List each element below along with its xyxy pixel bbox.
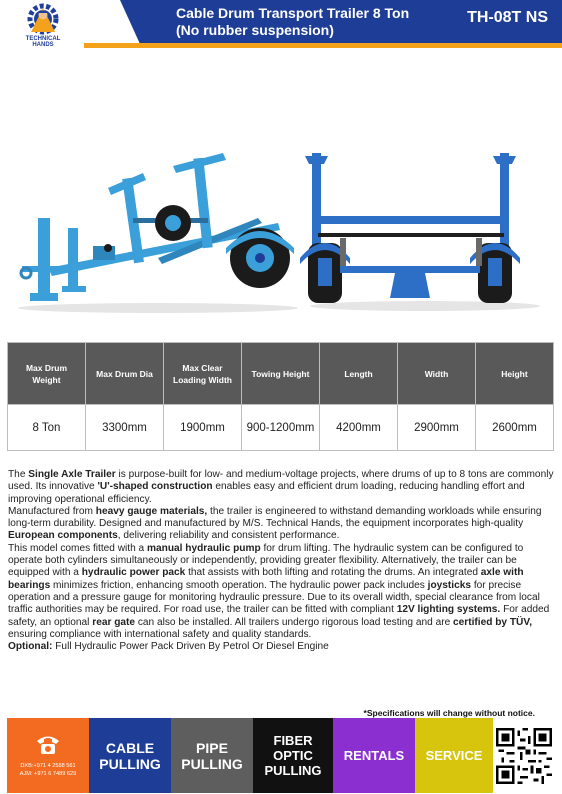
- spec-value: 4200mm: [320, 405, 398, 451]
- contact-dubai: DXB:+971 4 2588 561: [20, 762, 76, 769]
- gear-logo-icon: [23, 2, 63, 36]
- optional-text: Full Hydraulic Power Pack Driven By Petrol Or Diesel Engine: [52, 641, 329, 653]
- cable-pulling-tile: CABLE PULLING: [89, 718, 171, 793]
- product-description: [8, 469, 556, 653]
- service-tile: SERVICE: [415, 718, 493, 793]
- optional-label: Optional:: [8, 641, 53, 653]
- model-number: TH-08T NS: [467, 9, 548, 26]
- header: [0, 0, 562, 48]
- spec-header: Max Drum Dia: [86, 343, 164, 405]
- description-paragraph-3: This model comes fitted with a manual hydraulic pump for drum lifting. The hydraulic system can be configured to operate both cylinders simultaneously or independently, providing greater flexibility. Alternatively, the trailer can be equipped with a hydraulic power pack that assists with both lifting and rotating the drums. An integrated axle with bearings minimizes friction, enhancing smooth operation. The hydraulic power pack includes joysticks for precise operation and a pressure gauge for monitoring hydraulic pressure. Due to its overall width, special clearance from local traffic authorities may be required. For road use, the trailer can be fitted with compliant 12V lighting systems. For added safety, an optional rear gate can also be installed. All trailers undergo rigorous load testing and are certified by TÜV, ensuring compliance with international safety and quality standards.: [8, 542, 550, 640]
- product-photos: [0, 48, 562, 338]
- spec-header: Max Clear Loading Width: [164, 343, 242, 405]
- description-paragraph-1: The Single Axle Trailer is purpose-built for low- and medium-voltage projects, where drums of up to 8 tons are commonly used. Its innovative 'U'-shaped construction enables easy and efficient drum loading, reducing handling effort and improving operational efficiency.: [8, 469, 554, 505]
- spec-header: Towing Height: [242, 343, 320, 405]
- contact-tile: [7, 718, 89, 793]
- company-logo: [4, 2, 82, 54]
- pipe-pulling-tile: PIPE PULLING: [171, 718, 253, 793]
- spec-value: 900-1200mm: [242, 405, 320, 451]
- trailer-side-view-image: [8, 148, 298, 318]
- spec-value: 2900mm: [398, 405, 476, 451]
- spec-header: Width: [398, 343, 476, 405]
- footer-service-tiles: [7, 718, 555, 793]
- logo-name-line1: TECHNICAL: [25, 36, 61, 42]
- product-title-line2: (No rubber suspension): [176, 22, 334, 38]
- specification-notice: *Specifications will change without notice.: [363, 708, 535, 718]
- qr-code-icon: [496, 728, 552, 784]
- trailer-rear-view-image: [300, 148, 550, 313]
- qr-code-tile: [493, 718, 555, 793]
- specifications-table: [7, 342, 554, 451]
- phone-icon: [35, 734, 61, 756]
- spec-value: 8 Ton: [8, 405, 86, 451]
- fiber-optic-pulling-tile: FIBER OPTIC PULLING: [253, 718, 333, 793]
- rentals-tile: RENTALS: [333, 718, 415, 793]
- product-title: [176, 5, 409, 39]
- spec-header: Length: [320, 343, 398, 405]
- product-title-line1: Cable Drum Transport Trailer 8 Ton: [176, 5, 410, 21]
- logo-name-line2: HANDS: [32, 42, 54, 48]
- specs-header-row: [8, 343, 554, 405]
- spec-value: 2600mm: [476, 405, 554, 451]
- spec-header: Height: [476, 343, 554, 405]
- specs-value-row: [8, 405, 554, 451]
- spec-value: 3300mm: [86, 405, 164, 451]
- spec-value: 1900mm: [164, 405, 242, 451]
- description-paragraph-2: Manufactured from heavy gauge materials, the trailer is engineered to withstand demanding workloads while ensuring long-term durability. Designed and manufactured by M/S. Technical Hands, the equipment incorporates high-quality European components, delivering reliability and consistent performance.: [8, 505, 542, 542]
- spec-header: Max Drum Weight: [8, 343, 86, 405]
- contact-ajman: AJM: +971 6 7489 629: [19, 770, 77, 777]
- title-bar: [140, 0, 562, 44]
- optional-line: [8, 641, 556, 653]
